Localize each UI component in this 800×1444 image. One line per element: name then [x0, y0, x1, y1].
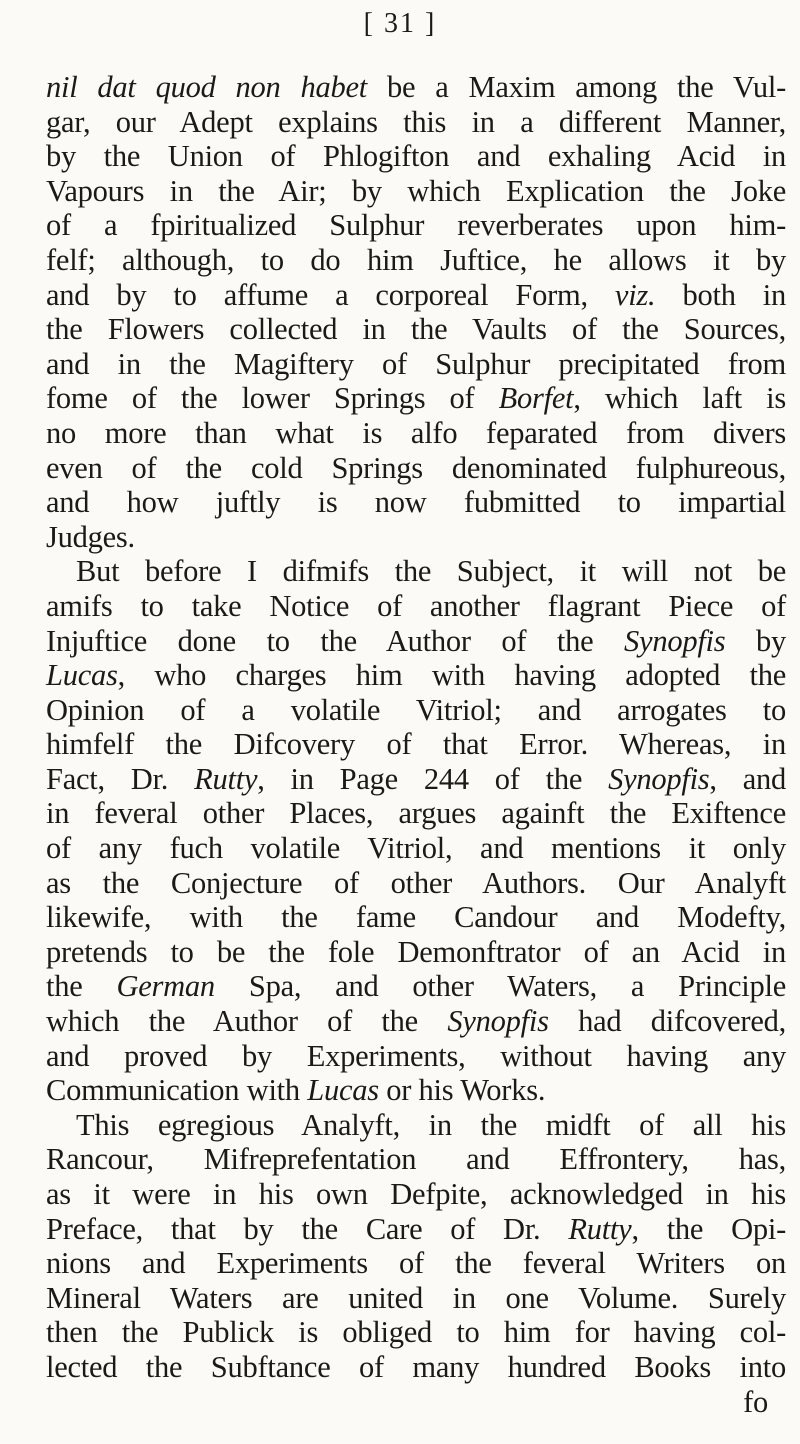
- text-run: Injuftice done to the Author of the: [46, 623, 625, 658]
- text-line: [46, 1177, 786, 1212]
- text-run: , in Page 244 of the: [257, 761, 609, 796]
- italic-run: Lucas: [46, 658, 118, 693]
- text-run: , the Opi-: [631, 1211, 787, 1246]
- text-run: even of the cold Springs denominated fulphureous,: [46, 450, 786, 485]
- text-run: both in: [655, 277, 786, 312]
- text-line: [46, 658, 786, 693]
- text-line: [46, 1281, 786, 1316]
- text-run: of a fpiritualized Sulphur reverberates upon him-: [46, 208, 786, 243]
- text-run: felf; although, to do him Juftice, he allows it by: [46, 242, 786, 277]
- catchword: fo: [743, 1384, 768, 1419]
- text-run: be a Maxim among the Vul-: [367, 70, 786, 104]
- text-run: the Flowers collected in the Vaults of the Sources,: [46, 312, 786, 347]
- text-line: [46, 1004, 786, 1039]
- text-run: But before I difmifs the Subject, it will not be: [76, 554, 786, 589]
- page-number: [ 31 ]: [363, 8, 437, 39]
- text-line: [46, 416, 786, 451]
- text-line: [46, 139, 786, 174]
- text-run: gar, our Adept explains this in a different Manner,: [46, 104, 786, 139]
- text-run: amifs to take Notice of another flagrant Piece of: [46, 588, 786, 623]
- italic-run: Lucas: [307, 1073, 379, 1108]
- text-line: [46, 727, 786, 762]
- text-run: in feveral other Places, argues againft the Exiftence: [46, 796, 786, 831]
- italic-run: Synopfis: [608, 761, 710, 796]
- text-line: [46, 278, 786, 313]
- text-line: [46, 347, 786, 382]
- text-line: [46, 693, 786, 728]
- text-line: [46, 243, 786, 278]
- text-line: [46, 520, 786, 555]
- text-line: [46, 70, 786, 105]
- text-run: , and: [709, 761, 787, 796]
- text-run: Opinion of a volatile Vitriol; and arrogates to: [46, 692, 786, 727]
- text-line: [46, 624, 786, 659]
- text-run: Communication with: [46, 1073, 308, 1108]
- italic-run: nil dat quod non habet: [46, 70, 368, 104]
- text-run: the: [46, 969, 117, 1004]
- text-line: [46, 1039, 786, 1074]
- italic-run: viz.: [614, 277, 656, 312]
- text-run: and by to affume a corporeal Form,: [46, 277, 615, 312]
- text-line: [46, 1212, 786, 1247]
- text-line: [46, 105, 786, 140]
- text-run: Judges.: [46, 519, 135, 554]
- italic-run: German: [116, 969, 215, 1004]
- text-line: [46, 796, 786, 831]
- text-run: then the Publick is obliged to him for having col-: [46, 1315, 786, 1350]
- body-text: [46, 70, 786, 1419]
- text-run: or his Works.: [378, 1073, 546, 1108]
- text-line: [46, 900, 786, 935]
- text-run: no more than what is alfo feparated from divers: [46, 415, 786, 450]
- text-line: [46, 174, 786, 209]
- text-line: [46, 762, 786, 797]
- text-run: Preface, that by the Care of Dr.: [46, 1211, 569, 1246]
- text-run: as the Conjecture of other Authors. Our Analyft: [46, 865, 786, 900]
- text-line: [46, 1108, 786, 1143]
- text-line: [46, 451, 786, 486]
- text-run: Mineral Waters are united in one Volume. Surely: [46, 1280, 786, 1315]
- text-run: Spa, and other Waters, a Principle: [214, 969, 786, 1004]
- text-line: [46, 485, 786, 520]
- text-run: and proved by Experiments, without having any: [46, 1038, 786, 1073]
- text-run: Rancour, Mifreprefentation and Effrontery, has,: [46, 1142, 786, 1177]
- text-run: by the Union of Phlogifton and exhaling Acid in: [46, 139, 786, 174]
- text-run: likewife, with the fame Candour and Modefty,: [46, 900, 786, 935]
- text-run: and in the Magiftery of Sulphur precipitated from: [46, 346, 786, 381]
- italic-run: Rutty: [194, 761, 258, 796]
- text-line: [46, 381, 786, 416]
- text-run: fome of the lower Springs of: [46, 381, 499, 416]
- text-run: which the Author of the: [46, 1004, 448, 1039]
- italic-run: Borfet: [498, 381, 574, 416]
- italic-run: Synopfis: [447, 1004, 549, 1039]
- text-line: [46, 969, 786, 1004]
- text-line: [46, 1350, 786, 1385]
- text-run: as it were in his own Defpite, acknowledged in his: [46, 1177, 786, 1211]
- italic-run: Synopfis: [624, 623, 726, 658]
- text-run: of any fuch volatile Vitriol, and mentions it only: [46, 831, 786, 866]
- text-run: by: [725, 623, 787, 658]
- text-line: [46, 312, 786, 347]
- text-run: Vapours in the Air; by which Explication the Joke: [46, 173, 786, 208]
- text-line: [46, 935, 786, 970]
- text-line: [46, 589, 786, 624]
- text-line: [46, 831, 786, 866]
- text-run: pretends to be the fole Demonftrator of an Acid in: [46, 934, 786, 969]
- text-run: and how juftly is now fubmitted to impartial: [46, 485, 786, 520]
- text-line: [46, 866, 786, 901]
- text-line: [46, 1073, 786, 1108]
- text-run: This egregious Analyft, in the midft of all his: [76, 1107, 786, 1142]
- text-run: himfelf the Difcovery of that Error. Whereas, in: [46, 727, 786, 762]
- text-run: , which laft is: [573, 381, 786, 416]
- text-run: , who charges him with having adopted the: [117, 658, 786, 693]
- italic-run: Rutty: [568, 1211, 632, 1246]
- text-line: [46, 1142, 786, 1177]
- text-line: [46, 554, 786, 589]
- text-run: nions and Experiments of the feveral Writers on: [46, 1246, 786, 1281]
- text-run: had difcovered,: [548, 1004, 786, 1039]
- text-line: [46, 208, 786, 243]
- text-run: lected the Subftance of many hundred Books into: [46, 1349, 786, 1384]
- text-line: [46, 1315, 786, 1350]
- text-run: Fact, Dr.: [46, 761, 195, 796]
- text-line: [46, 1246, 786, 1281]
